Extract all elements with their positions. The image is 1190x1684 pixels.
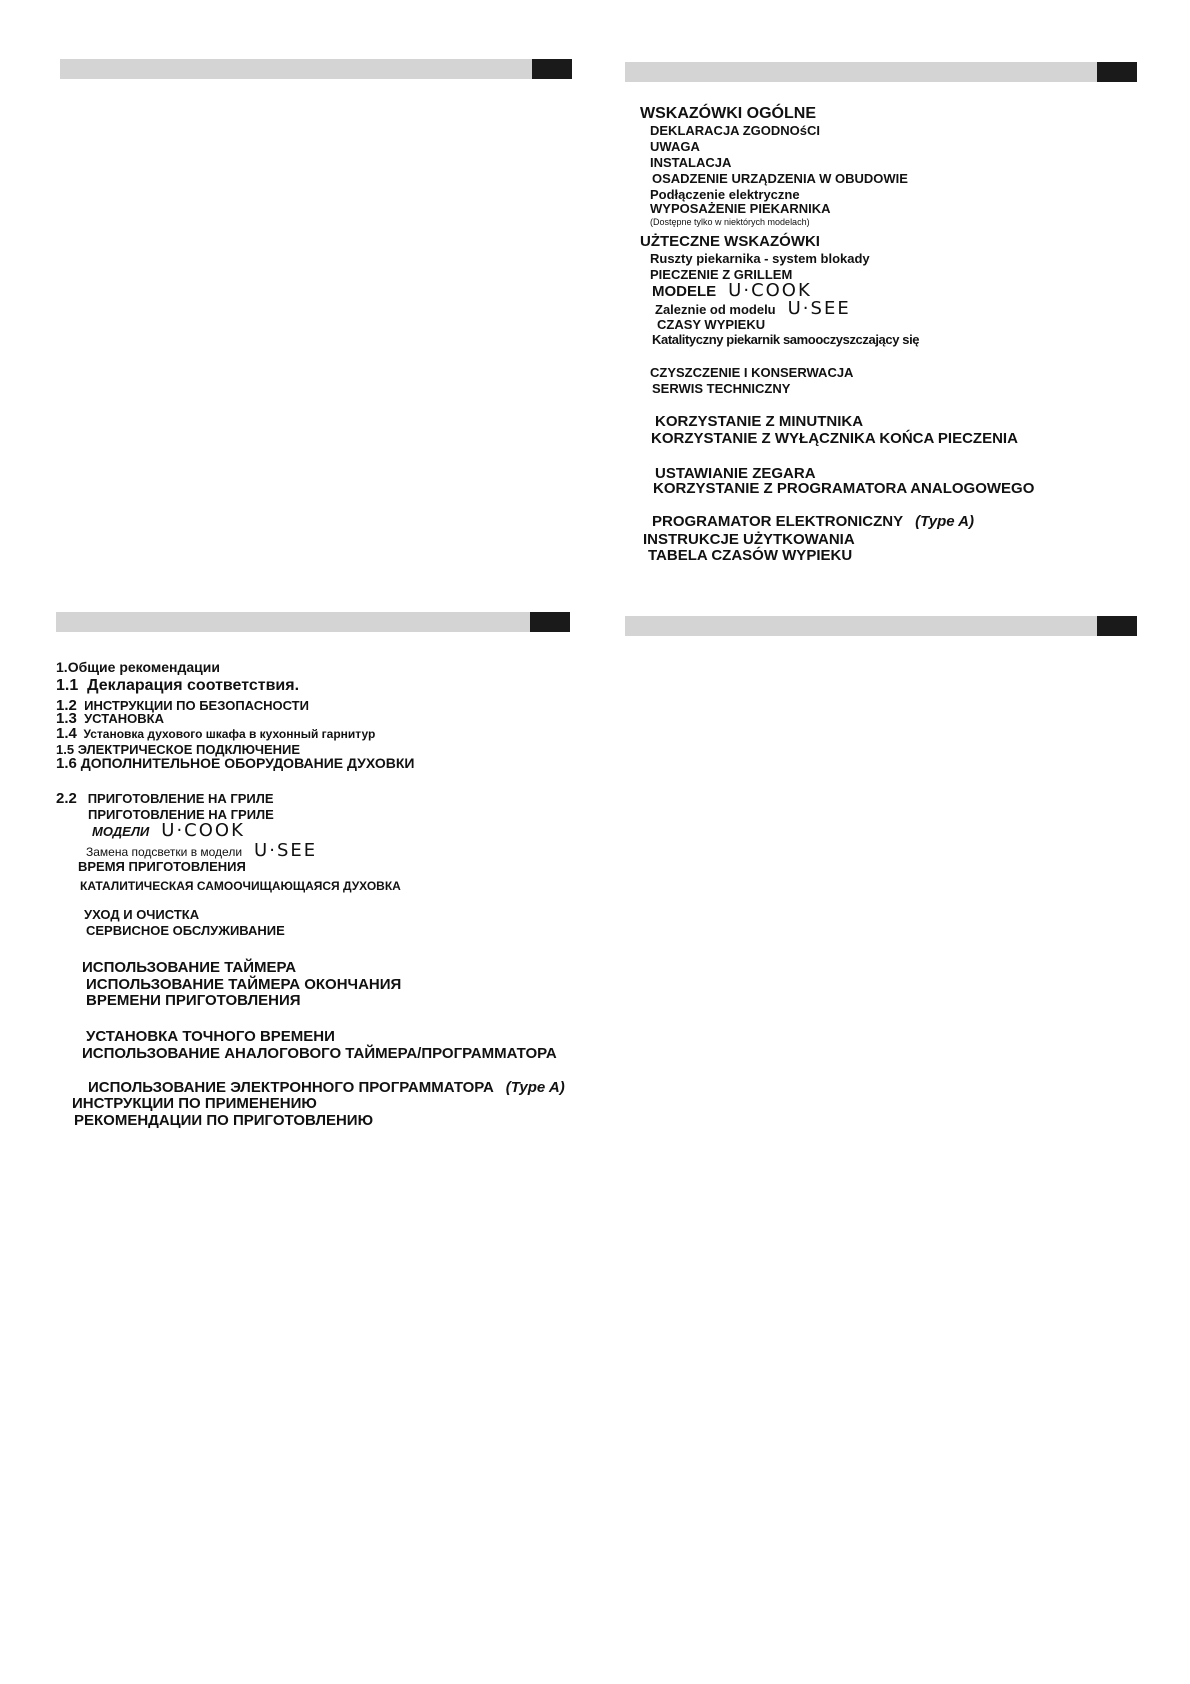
toc-entry-label: ЭЛЕКТРИЧЕСКОЕ ПОДКЛЮЧЕНИЕ (77, 742, 301, 757)
section-number: 1.4 (56, 725, 77, 742)
toc-entry-label: MODELE (652, 283, 717, 300)
toc-entry: ИСПОЛЬЗОВАНИЕ ТАЙМЕРА ОКОНЧАНИЯ (86, 976, 402, 993)
toc-entry (56, 726, 375, 741)
header-bar-top-left (60, 59, 572, 79)
toc-entry: УХОД И ОЧИСТКА (84, 907, 200, 922)
usee-logo: U·SEE (787, 298, 851, 319)
toc-entry: KORZYSTANIE Z MINUTNIKA (655, 413, 864, 430)
toc-entry: OSADZENIE URZĄDZENIA W OBUDOWIE (652, 171, 908, 186)
toc-entry: KORZYSTANIE Z PROGRAMATORA ANALOGOWEGO (653, 480, 1035, 497)
header-block (532, 59, 572, 79)
header-block (530, 612, 570, 632)
toc-entry: DEKLARACJA ZGODNOśCI (650, 123, 820, 138)
section-number: 1.2 (56, 697, 77, 714)
section-number: 1.5 (56, 742, 75, 757)
toc-entry (92, 822, 245, 840)
toc-entry-label: ПРИГОТОВЛЕНИЕ НА ГРИЛЕ (87, 791, 274, 806)
toc-entry (56, 791, 274, 806)
toc-entry (56, 711, 164, 726)
toc-entry: ВРЕМЕНИ ПРИГОТОВЛЕНИЯ (86, 992, 301, 1009)
header-block (1097, 62, 1137, 82)
toc-entry-label: УСТАНОВКА (84, 711, 164, 726)
toc-entry-label: Zaleznie od modelu (655, 302, 776, 317)
toc-entry: USTAWIANIE ZEGARA (655, 465, 816, 482)
header-block (1097, 616, 1137, 636)
toc-entry: СЕРВИСНОЕ ОБСЛУЖИВАНИЕ (86, 923, 285, 938)
toc-entry: КАТАЛИТИЧЕСКАЯ САМООЧИЩАЮЩАЯСЯ ДУХОВКА (80, 879, 401, 893)
toc-entry: УСТАНОВКА ТОЧНОГО ВРЕМЕНИ (86, 1028, 335, 1045)
toc-entry-label: Общие рекомендации (67, 659, 220, 675)
toc-entry: TABELA CZASÓW WYPIEKU (648, 547, 853, 564)
toc-entry: ИНСТРУКЦИИ ПО ПРИМЕНЕНИЮ (72, 1095, 317, 1112)
section-number: 2.2 (56, 790, 77, 807)
toc-entry-label: ДОПОЛНИТЕЛЬНОЕ ОБОРУДОВАНИЕ ДУХОВКИ (80, 755, 415, 771)
toc-entry: SERWIS TECHNICZNY (652, 381, 791, 396)
section-number: 1.3 (56, 710, 77, 727)
toc-entry-label: Установка духового шкафа в кухонный гарнитур (83, 727, 376, 741)
toc-entry: ИСПОЛЬЗОВАНИЕ АНАЛОГОВОГО ТАЙМЕРА/ПРОГРАММАТОРА (82, 1045, 557, 1062)
ucook-logo: U·COOK (728, 280, 812, 301)
section-number: 1.6 (56, 755, 77, 772)
toc-entry: ИСПОЛЬЗОВАНИЕ ТАЙМЕРА (82, 959, 297, 976)
header-bar-bottom-left (56, 612, 570, 632)
header-bar-bottom-right (625, 616, 1137, 636)
toc-entry-label: Замена подсветки в модели (86, 845, 243, 859)
section-number: 1. (56, 659, 68, 675)
toc-heading: WSKAZÓWKI OGÓLNE (640, 105, 816, 122)
toc-entry-label: ИНСТРУКЦИИ ПО БЕЗОПАСНОСТИ (84, 698, 309, 713)
toc-entry: РЕКОМЕНДАЦИИ ПО ПРИГОТОВЛЕНИЮ (74, 1112, 374, 1129)
toc-entry (652, 514, 974, 529)
toc-entry (655, 300, 851, 318)
toc-entry-label: ИСПОЛЬЗОВАНИЕ ЭЛЕКТРОННОГО ПРОГРАММАТОРА (88, 1079, 494, 1096)
toc-entry: PIECZENIE Z GRILLEM (650, 267, 793, 282)
toc-entry: ВРЕМЯ ПРИГОТОВЛЕНИЯ (78, 859, 246, 874)
toc-entry (56, 756, 414, 771)
toc-entry: Ruszty piekarnika - system blokady (650, 251, 870, 266)
toc-entry: INSTRUKCJE UŻYTKOWANIA (643, 531, 855, 548)
toc-entry: INSTALACJA (650, 155, 732, 170)
section-number: 1.1 (56, 677, 79, 694)
toc-heading: UŻTECZNE WSKAZÓWKI (640, 233, 820, 250)
type-label: (Type A) (505, 1079, 565, 1096)
toc-entry-label: PROGRAMATOR ELEKTRONICZNY (652, 513, 904, 530)
toc-entry: KORZYSTANIE Z WYŁĄCZNIKA KOŃCA PIECZENIA (651, 430, 1018, 447)
toc-entry: CZYSZCZENIE I KONSERWACJA (650, 365, 854, 380)
toc-entry-label: МОДЕЛИ (92, 824, 150, 839)
toc-entry: ПРИГОТОВЛЕНИЕ НА ГРИЛЕ (88, 807, 274, 822)
toc-entry (88, 1080, 565, 1095)
toc-entry (86, 842, 317, 860)
ucook-logo: U·COOK (161, 820, 245, 841)
header-bar-top-right (625, 62, 1137, 82)
toc-entry (56, 678, 299, 694)
toc-entry: UWAGA (650, 139, 700, 154)
toc-entry: CZASY WYPIEKU (657, 317, 766, 332)
usee-logo: U·SEE (254, 840, 318, 861)
toc-entry-label: Декларация соответствия. (87, 677, 300, 694)
toc-note: (Dostępne tylko w niektórych modelach) (650, 217, 810, 227)
type-label: (Type A) (915, 513, 975, 530)
toc-entry: Podłączenie elektryczne (650, 187, 800, 202)
toc-entry (56, 660, 220, 674)
toc-entry: WYPOSAŻENIE PIEKARNIKA (650, 201, 831, 216)
toc-entry: Katalityczny piekarnik samooczyszczający się (652, 332, 920, 347)
